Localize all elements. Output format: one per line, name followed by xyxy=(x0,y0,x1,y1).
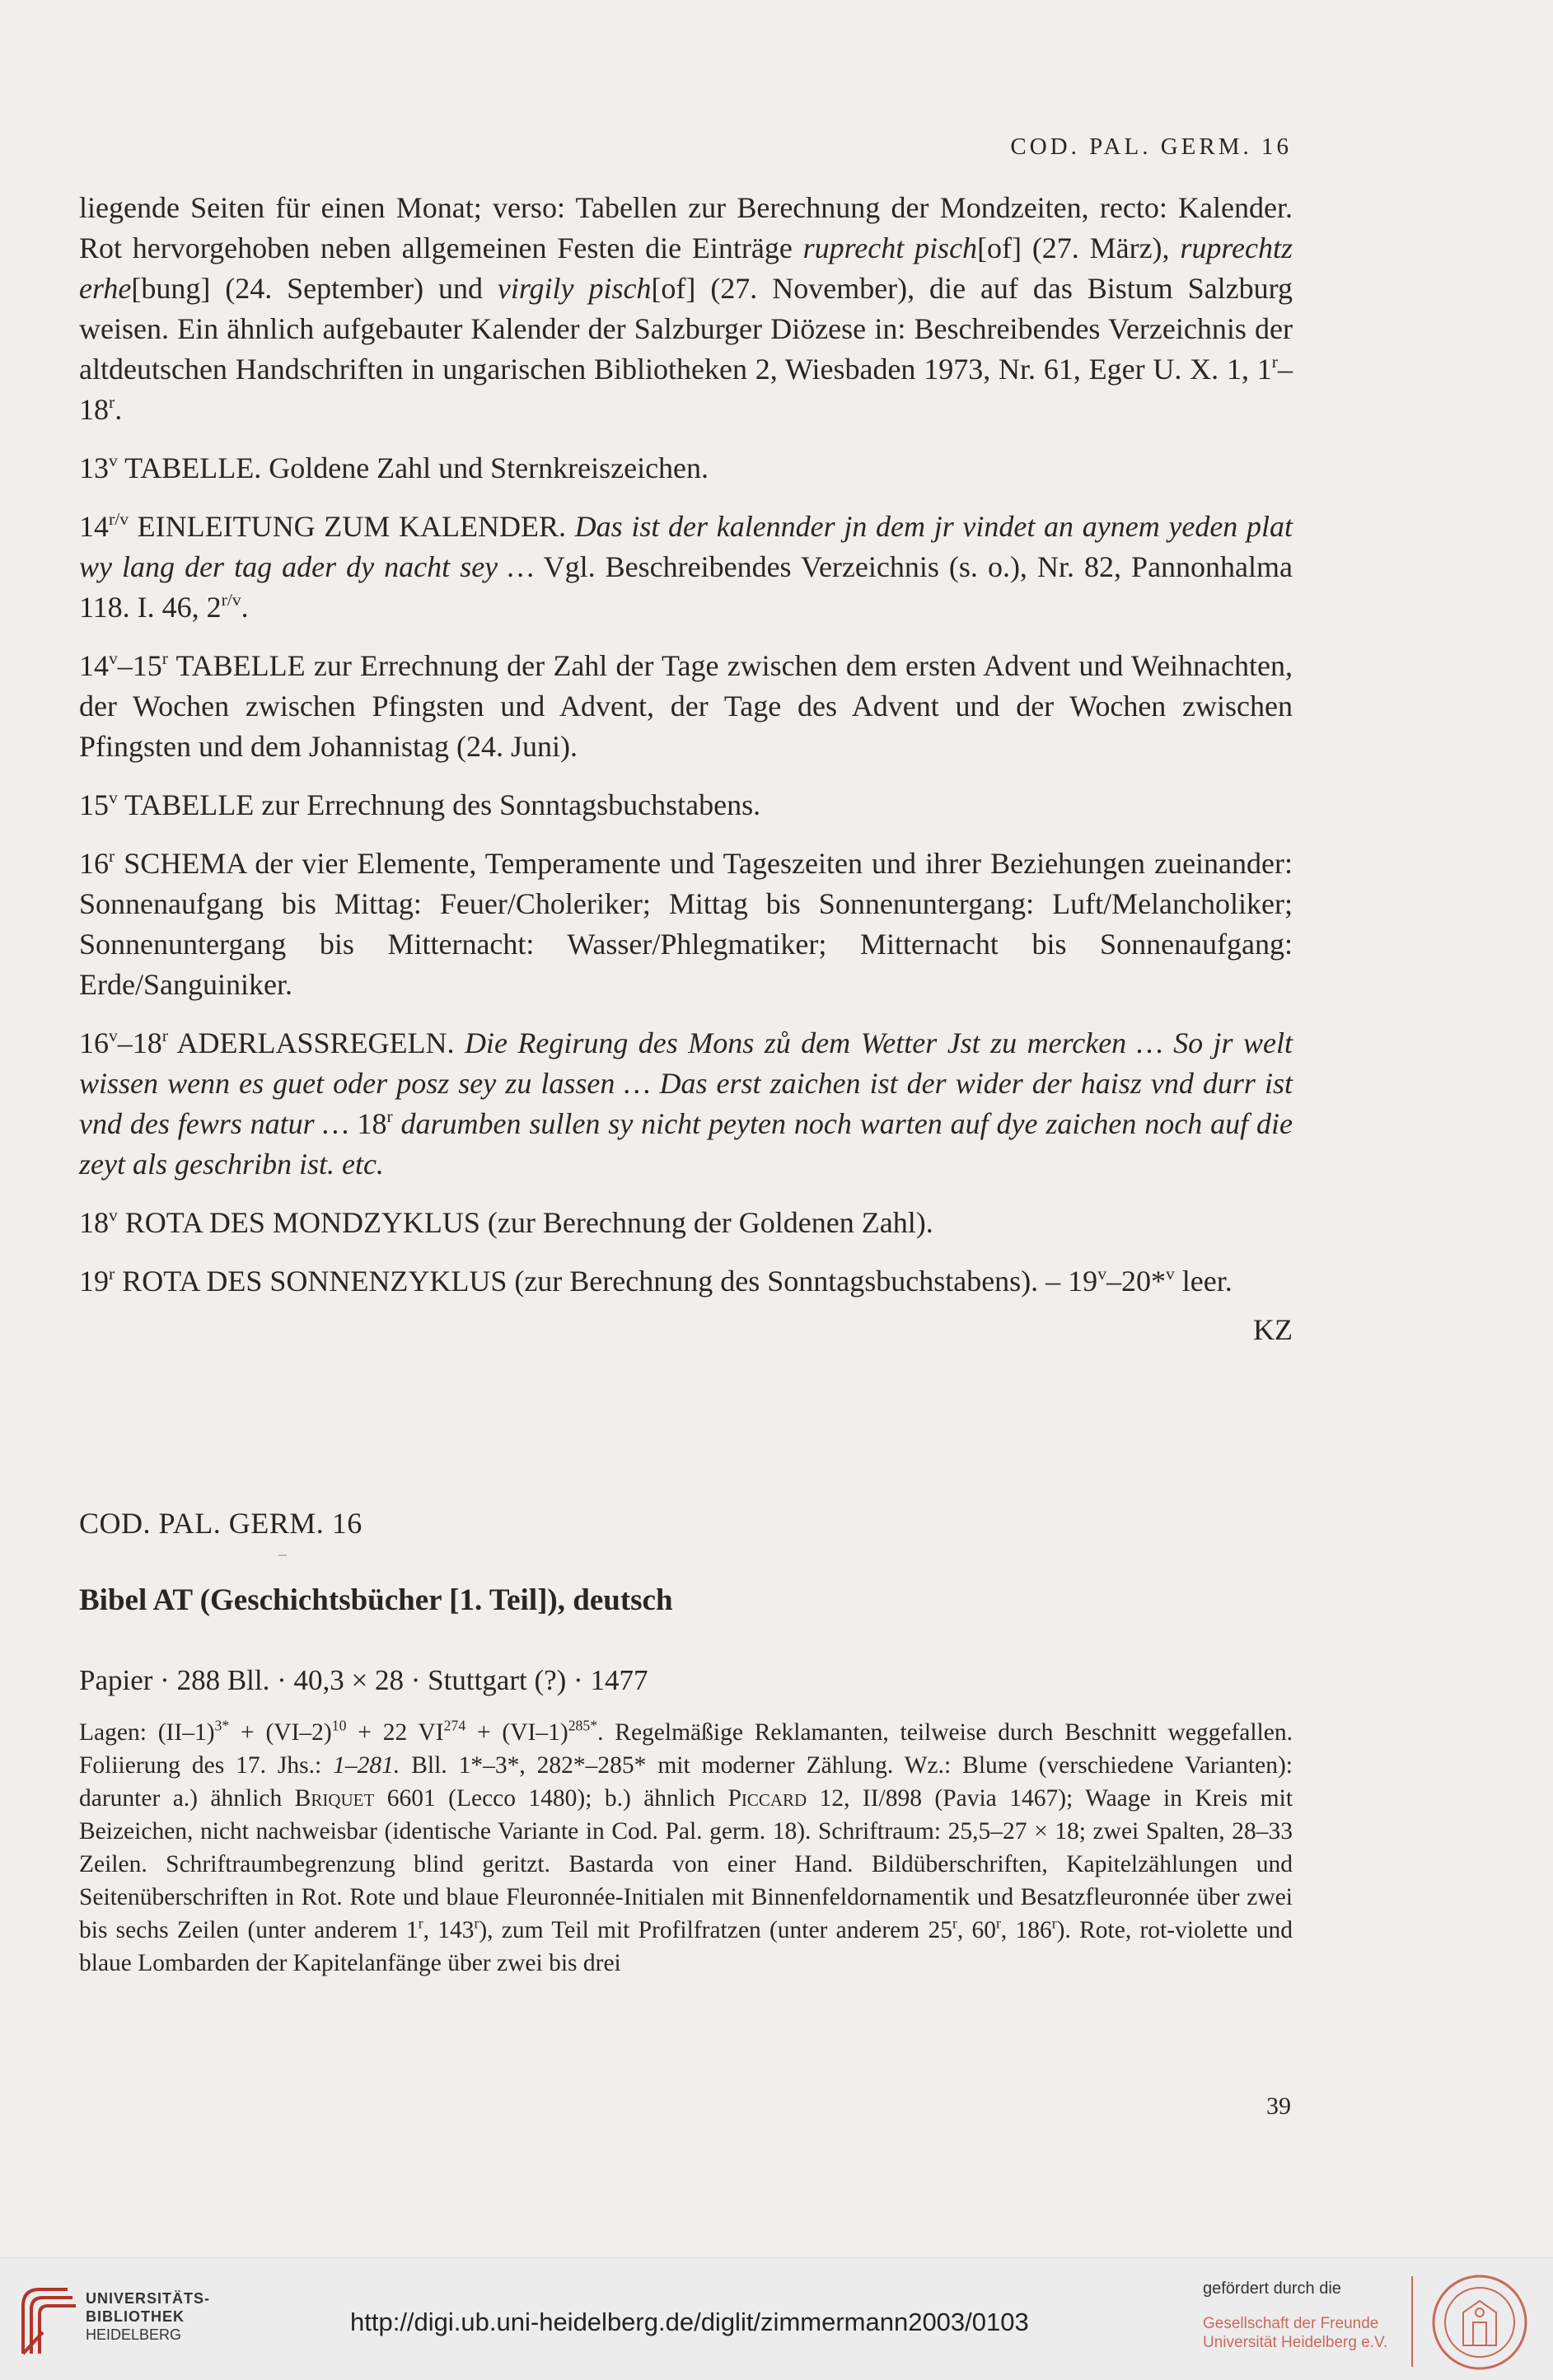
paragraph-16v-18r: 16$^v$–18$^r$ ADERLASSREGELN. Die Regirung des Mons zů dem Wetter Jst zu mercken … So jr welt wissen wenn es guet oder posz sey zu lassen … Das erst zaichen ist der wider der haisz vnd durr ist vnd des fewrs natur … 18$^r$ darumben sullen sy nicht peyten noch warten auf dye zaichen noch auf die zeyt als geschribn ist. etc. xyxy=(79,1025,1293,1181)
library-name: UNIVERSITÄTS- BIBLIOTHEK HEIDELBERG xyxy=(86,2290,211,2343)
paragraph-calendar: liegende Seiten für einen Monat; verso: Tabellen zur Berechnung der Mondzeiten, recto: Kalender. Rot hervorgehoben neben allgemeinen Festen die Einträge ruprecht pisch[of] (27. März), ruprechtz erhe[bung] (24. September) und virgily pisch[of] (27. November), die auf das Bistum Salzburg weisen. Ein ähnlich aufgebauter Kalender der Salzburger Diözese in: Beschreibendes Verzeichnis der altdeutschen Handschriften in ungarischen Bibliotheken 2, Wiesbaden 1973, Nr. 61, Eger U. X. 1, 1$^r$–18$^r$. xyxy=(79,191,1293,426)
catalog-text xyxy=(79,188,1293,1350)
paragraph-14rv: $14^{r/v}$ EINLEITUNG ZUM KALENDER. Das ist der kalennder jn dem jr vindet an aynem yeden plat wy lang der tag ader dy nacht sey … Vgl. Beschreibendes Verzeichnis (s. o.), Nr. 82, Pannonhalma 118. I. 46, $2^{r/v}$. xyxy=(79,508,1293,624)
paragraph-13v: 13$^v$ TABELLE. Goldene Zahl und Sternkreiszeichen. xyxy=(79,450,709,484)
paragraph-16r: 16$^r$ SCHEMA der vier Elemente, Temperamente und Tageszeiten und ihrer Beziehungen zueinander: Sonnenaufgang bis Mittag: Feuer/Choleriker; Mittag bis Sonnenuntergang: Luft/Melancholiker; Sonnenuntergang bis Mitternacht: Wasser/Phlegmatiker; Mitternacht bis Sonnenaufgang: Erde/Sanguiniker. xyxy=(79,845,1293,1001)
paragraph-15v: 15$^v$ TABELLE zur Errechnung des Sonntagsbuchstabens. xyxy=(79,787,761,821)
divider-mark xyxy=(278,1555,287,1556)
permalink-url[interactable]: http://digi.ub.uni-heidelberg.de/diglit/zimmermann2003/0103 xyxy=(350,2308,1029,2336)
funded-by-label: gefördert durch die xyxy=(1203,2279,1341,2298)
entry-title: COD. PAL. GERM. 16 xyxy=(79,1507,363,1540)
paragraph-19r: 19$^r$ ROTA DES SONNENZYKLUS (zur Berechnung des Sonntagsbuchstabens). – 19$^v$–20*$^v$ leer. xyxy=(79,1263,1233,1298)
entry-description: Lagen: $(II-1)^{3*} + (VI-2)^{10} + 22$ $VI^{274} + (VI-1)^{285*}$. Regelmäßige Reklamanten, teilweise durch Beschnitt weggefallen. Foliierung des 17. Jhs.: 1–281. Bll. 1*–3*, 282*–285* mit moderner Zählung. Wz.: Blume (verschiedene Varianten): darunter a.) ähnlich Briquet 6601 (Lecco 1480); b.) ähnlich Piccard 12, II/898 (Pavia 1467); Waage in Kreis mit Beizeichen, nicht nachweisbar (identische Variante in Cod. Pal. germ. 18). Schriftraum: 25,5–27 × 18; zwei Spalten, 28–33 Zeilen. Schriftraumbegrenzung blind geritzt. Bastarda von einer Hand. Bildüberschriften, Kapitelzählungen und Seitenüberschriften in Rot. Rote und blaue Fleuronnée-Initialen mit Binnenfeldornamentik und Besatzfleuronnée über zwei bis sechs Zeilen (unter anderem 1$^r$, 143$^r$), zum Teil mit Profilfratzen (unter anderem 25$^r$, 60$^r$, 186$^r$). Rote, rot-violette und blaue Lombarden der Kapitelanfänge über zwei bis drei xyxy=(79,1717,1293,1976)
paragraph-14v-15r: 14$^v$–15$^r$ TABELLE zur Errechnung der Zahl der Tage zwischen dem ersten Advent und Weihnachten, der Wochen zwischen Pfingsten und Advent, der Tage des Advent und der Wochen zwischen Pfingsten und dem Johannistag (24. Juni). xyxy=(79,648,1293,763)
page-number: 39 xyxy=(1266,2092,1291,2120)
footer-bar xyxy=(0,2257,1553,2380)
running-head: COD. PAL. GERM. 16 xyxy=(1010,133,1292,160)
funder-name: Gesellschaft der Freunde Universität Heidelberg e.V. xyxy=(1203,2315,1388,2351)
footer-divider xyxy=(1411,2276,1413,2367)
university-seal-icon xyxy=(1430,2273,1529,2372)
entry-meta: Papier · 288 Bll. · 40,3 × 28 · Stuttgart (?) · 1477 xyxy=(79,1664,648,1696)
entry-subtitle: Bibel AT (Geschichtsbücher [1. Teil]), deutsch xyxy=(79,1583,673,1617)
author-signature: KZ xyxy=(1253,1313,1293,1346)
paragraph-18v: 18$^v$ ROTA DES MONDZYKLUS (zur Berechnung der Goldenen Zahl). xyxy=(79,1204,933,1239)
library-logo-icon[interactable] xyxy=(18,2281,77,2357)
